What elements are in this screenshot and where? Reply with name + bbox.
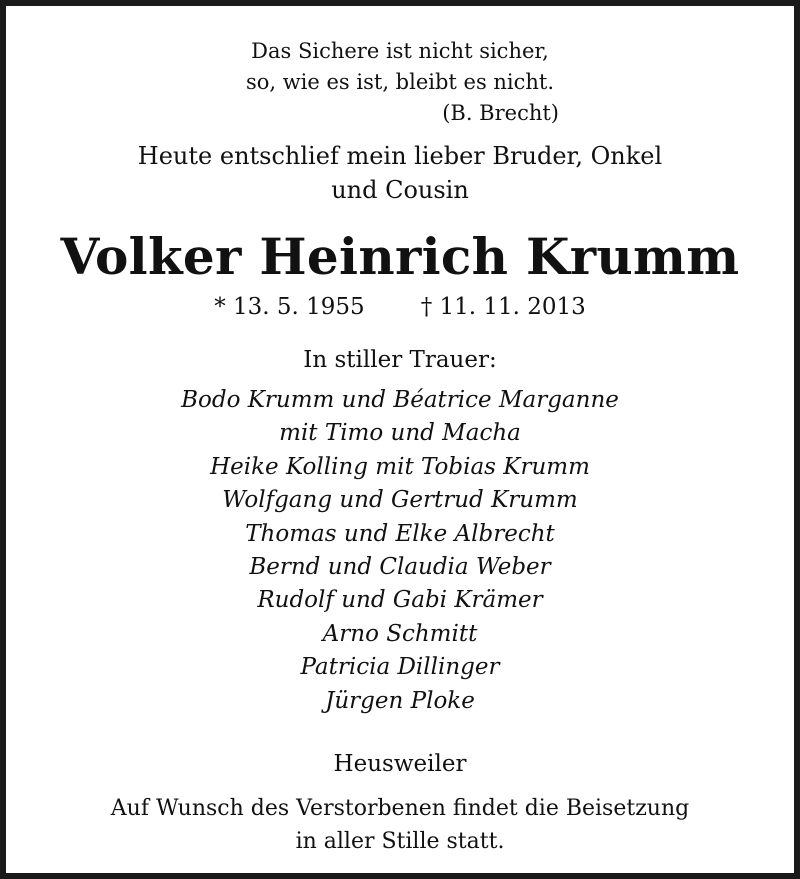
list-item: Arno Schmitt [322, 620, 478, 647]
burial-notice [6, 792, 794, 858]
list-item: Wolfgang und Gertrud Krumm [222, 487, 578, 514]
list-item: Thomas und Elke Albrecht [245, 520, 555, 547]
place-name: Heusweiler [333, 751, 467, 777]
list-item: Rudolf und Gabi Krämer [257, 587, 543, 614]
mourning-heading: In stiller Trauer: [303, 347, 497, 373]
motto-line-1: Das Sichere ist nicht sicher, [251, 39, 549, 63]
list-item: Patricia Dillinger [300, 654, 500, 681]
announcement-line-2: und Cousin [331, 176, 469, 204]
burial-notice-line-1: Auf Wunsch des Verstorbenen findet die Beisetzung [110, 796, 690, 821]
deceased-name: Volker Heinrich Krumm [60, 227, 740, 286]
list-item: mit Timo und Macha [279, 420, 521, 447]
announcement [6, 139, 794, 207]
list-item: Bodo Krumm und Béatrice Marganne [181, 387, 619, 413]
motto-author: (B. Brecht) [442, 101, 559, 125]
motto-line-2: so, wie es ist, bleibt es nicht. [245, 70, 555, 94]
burial-notice-line-2: in aller Stille statt. [295, 829, 505, 854]
announcement-line-1: Heute entschlief mein lieber Bruder, Onkel [137, 142, 663, 170]
death-date: † 11. 11. 2013 [420, 294, 586, 320]
birth-date: * 13. 5. 1955 [214, 294, 365, 320]
list-item: Heike Kolling mit Tobias Krumm [210, 453, 590, 480]
list-item: Bernd und Claudia Weber [249, 554, 551, 581]
list-item: Jürgen Ploke [325, 687, 475, 714]
motto-quote [6, 36, 794, 129]
life-dates [6, 290, 794, 324]
mourners-list [6, 384, 794, 718]
